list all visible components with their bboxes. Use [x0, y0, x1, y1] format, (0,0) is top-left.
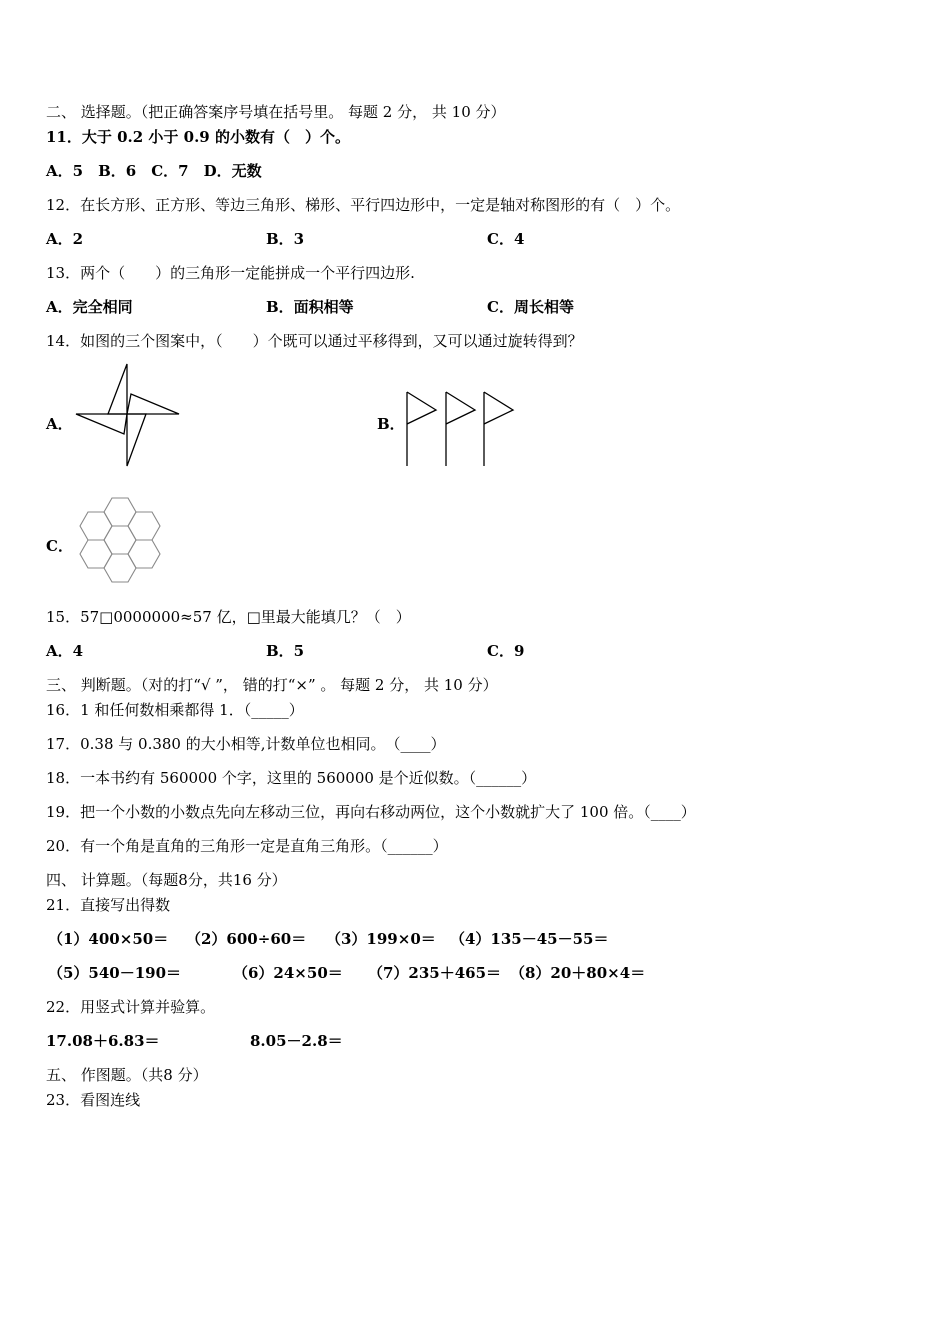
- q15-option-a: A．4: [46, 642, 84, 660]
- q11-stem: 11．大于 0.2 小于 0.9 的小数有（ ）个。: [46, 128, 350, 146]
- q14-stem: 14．如图的三个图案中，（ ）个既可以通过平移得到，又可以通过旋转得到？: [46, 332, 583, 350]
- q21-item-5: （5）540－190＝: [48, 964, 182, 982]
- section-2-heading: 二、 选择题。（把正确答案序号填在括号里。 每题 2 分， 共 10 分）: [46, 103, 506, 121]
- q17: 17．0.38 与 0.380 的大小相等,计数单位也相同。 （____）: [46, 735, 446, 753]
- q20: 20．有一个角是直角的三角形一定是直角三角形。（______）: [46, 837, 448, 855]
- q22-stem: 22．用竖式计算并验算。: [46, 998, 216, 1016]
- q13-option-c: C．周长相等: [487, 298, 574, 316]
- q12-option-c: C．4: [487, 230, 525, 248]
- q22-item-1: 17.08＋6.83＝: [46, 1032, 160, 1050]
- q18: 18．一本书约有 560000 个字，这里的 560000 是个近似数。（______）: [46, 769, 537, 787]
- q12-option-a: A．2: [46, 230, 84, 248]
- q13-option-b: B．面积相等: [266, 298, 354, 316]
- q21-stem: 21．直接写出得数: [46, 896, 171, 914]
- q19: 19．把一个小数的小数点先向左移动三位，再向右移动两位，这个小数就扩大了 100 倍。（____）: [46, 803, 696, 821]
- q21-item-1: （1）400×50＝: [48, 930, 169, 948]
- q13-option-a: A．完全相同: [46, 298, 133, 316]
- q21-item-7: （7）235＋465＝: [368, 964, 502, 982]
- hexagons-figure: [74, 496, 166, 588]
- flags-figure: [400, 388, 520, 468]
- q15-option-c: C．9: [487, 642, 525, 660]
- q16: 16．1 和任何数相乘都得 1．（_____）: [46, 701, 304, 719]
- q14-label-b: B．: [377, 415, 405, 433]
- q21-item-8: （8）20＋80×4＝: [510, 964, 646, 982]
- q12-option-b: B．3: [266, 230, 305, 248]
- q14-label-a: A．: [46, 415, 73, 433]
- section-4-heading: 四、 计算题。（每题8分，共16 分）: [46, 871, 287, 889]
- q15-stem: 15．57□0000000≈57 亿，□里最大能填几？（ ）: [46, 608, 411, 626]
- q11-options: A．5 B．6 C．7 D．无数: [46, 162, 262, 180]
- q15-option-b: B．5: [266, 642, 305, 660]
- q21-item-6: （6）24×50＝: [233, 964, 343, 982]
- q21-item-4: （4）135－45－55＝: [450, 930, 609, 948]
- q14-label-c: C．: [46, 537, 73, 555]
- q13-stem: 13．两个（ ）的三角形一定能拼成一个平行四边形.: [46, 264, 415, 282]
- q12-stem: 12．在长方形、正方形、等边三角形、梯形、平行四边形中，一定是轴对称图形的有（ ）个。: [46, 196, 681, 214]
- pinwheel-figure: [70, 362, 185, 470]
- q22-item-2: 8.05－2.8＝: [250, 1032, 343, 1050]
- q21-item-2: （2）600÷60＝: [186, 930, 307, 948]
- section-5-heading: 五、 作图题。（共8 分）: [46, 1066, 208, 1084]
- q23-stem: 23．看图连线: [46, 1091, 141, 1109]
- q21-item-3: （3）199×0＝: [326, 930, 436, 948]
- section-3-heading: 三、 判断题。（对的打“√ ”， 错的打“×” 。 每题 2 分， 共 10 分）: [46, 676, 498, 694]
